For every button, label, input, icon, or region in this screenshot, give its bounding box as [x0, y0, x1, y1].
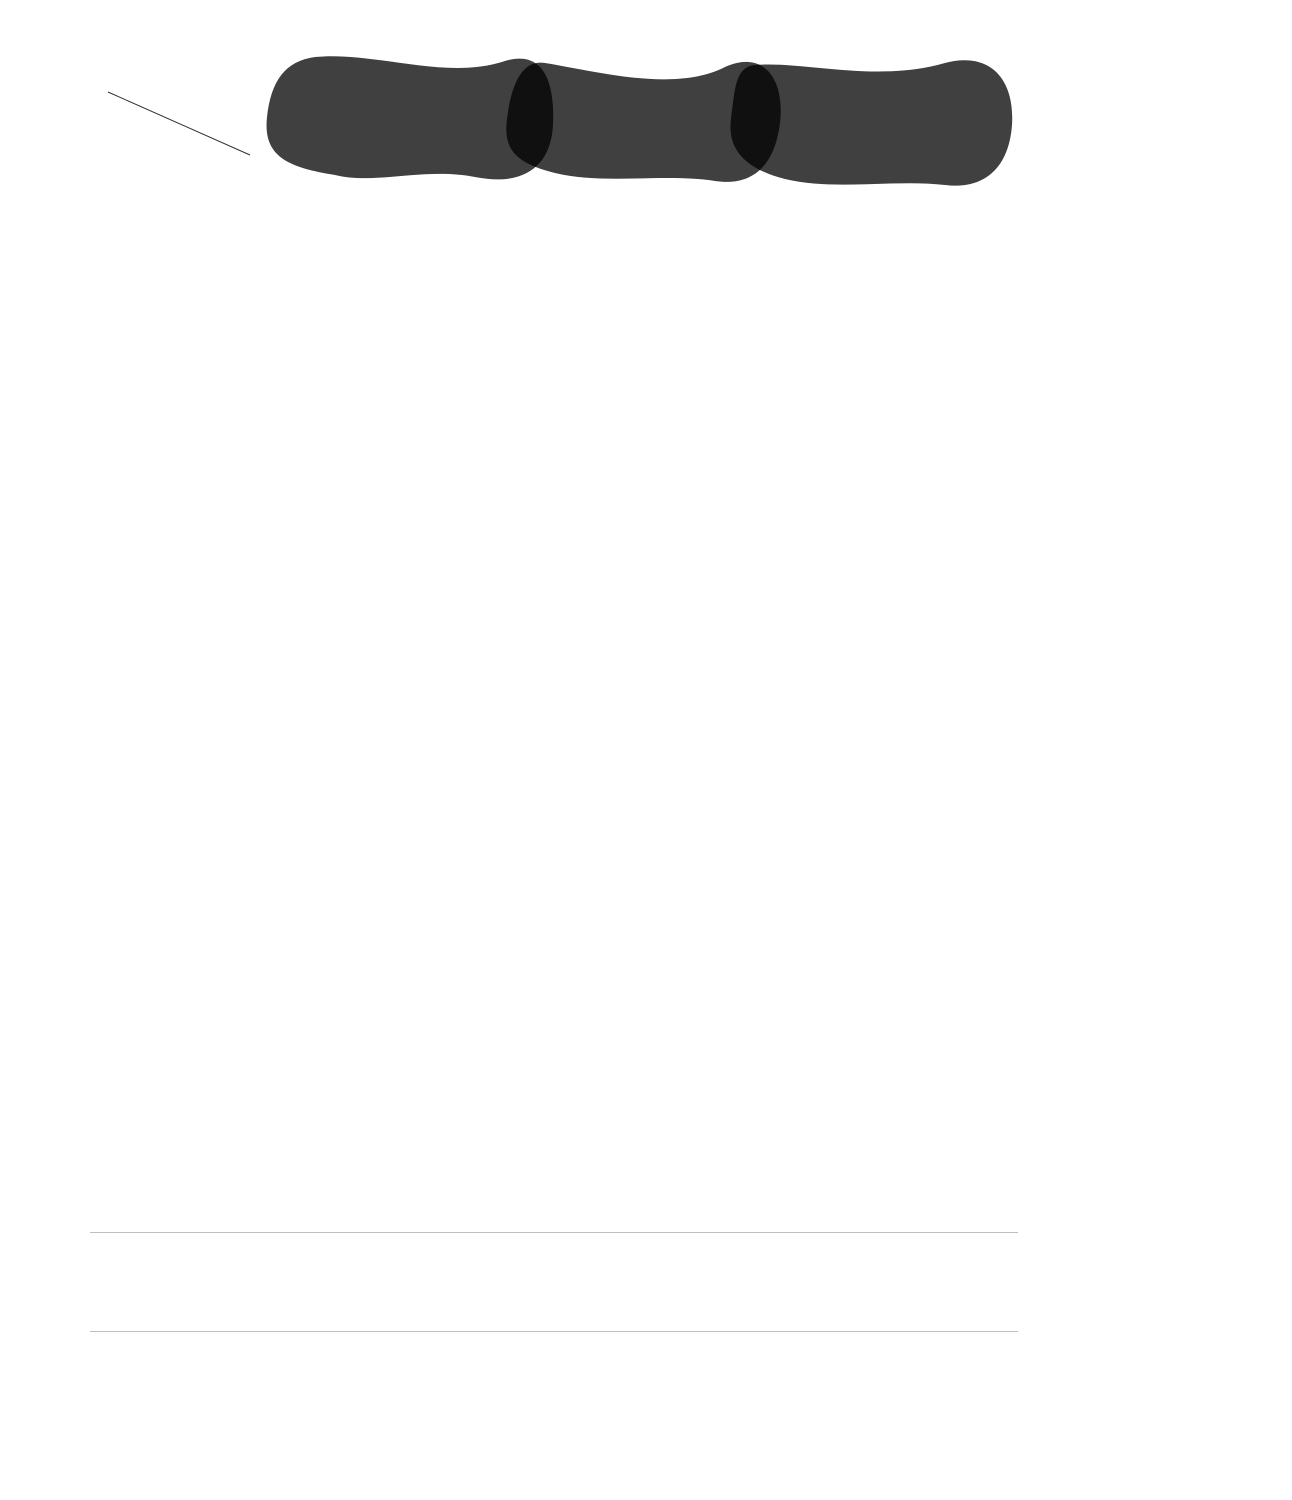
extra-person-price	[300, 1253, 1000, 1284]
season-blobs	[255, 45, 1025, 195]
header-corner-cell	[100, 78, 256, 160]
high-season-blob	[730, 60, 1012, 185]
divider	[90, 1331, 1018, 1332]
diagonal-divider	[100, 78, 256, 160]
divider	[90, 1232, 1018, 1233]
